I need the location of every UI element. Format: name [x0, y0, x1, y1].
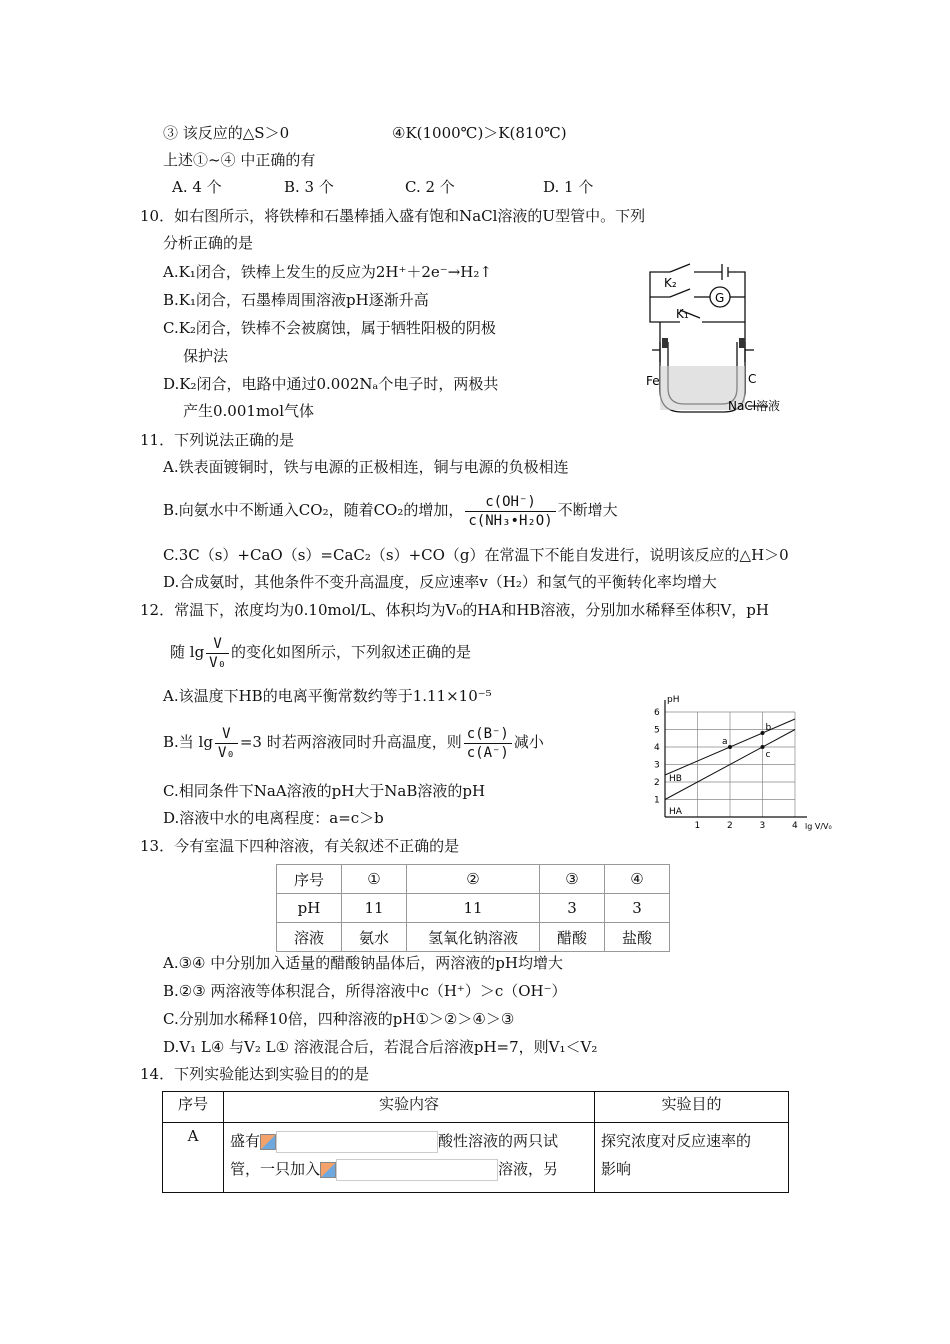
- q14-stem: 14．下列实验能达到实验目的的是: [140, 1065, 370, 1083]
- q12-stem-fraction: [206, 635, 229, 672]
- x-tick-label: 1: [694, 821, 701, 831]
- table-cell: 盐酸: [605, 923, 670, 952]
- table-header: 实验目的: [595, 1092, 789, 1123]
- point-label: b: [765, 723, 772, 733]
- table-row: [163, 1123, 789, 1193]
- q12-option-b-fraction1: [215, 725, 238, 762]
- q9-option-d: D. 1 个: [543, 178, 594, 196]
- y-tick-label: 1: [654, 795, 660, 806]
- q10-option-b: B.K₁闭合，石墨棒周围溶液pH逐渐升高: [163, 291, 429, 309]
- formula-placeholder: [336, 1159, 498, 1181]
- q10-stem-line2: 分析正确的是: [163, 234, 254, 252]
- q11-option-c: C.3C（s）+CaO（s）=CaC₂（s）+CO（g）在常温下不能自发进行，说明该反应的△H＞0: [163, 546, 789, 564]
- table-cell: 11: [407, 894, 540, 923]
- q12-b-frac2-den: c(A⁻): [466, 744, 509, 761]
- q11-option-b-prefix: B.向氨水中不断通入CO₂，随着CO₂的增加，: [163, 501, 464, 519]
- q13-option-d: D.V₁ L④ 与V₂ L① 溶液混合后，若混合后溶液pH=7，则V₁＜V₂: [163, 1038, 598, 1056]
- q12-stem-suffix: 的变化如图所示，下列叙述正确的是: [231, 643, 472, 661]
- q13-table: [276, 864, 670, 952]
- q9-item-4: ④K(1000℃)＞K(810℃): [392, 124, 567, 142]
- table-row: [163, 1092, 789, 1123]
- q12-option-c: C.相同条件下NaA溶液的pH大于NaB溶液的pH: [163, 782, 486, 800]
- u-tube-circuit-figure: [640, 262, 800, 432]
- q11-option-b-suffix: 不断增大: [557, 501, 618, 519]
- table-cell: ④: [605, 865, 670, 894]
- q12-option-b-suffix: 减小: [513, 733, 544, 751]
- q12-b-frac1-den: V₀: [217, 744, 235, 761]
- q11-fraction-numerator: c(OH⁻): [465, 493, 555, 512]
- content-text: 酸性溶液的两只试: [438, 1132, 559, 1150]
- content-text: 管，一只加入: [230, 1160, 321, 1178]
- table-cell: 氨水: [342, 923, 407, 952]
- table-row: [277, 865, 670, 894]
- q13-option-c: C.分别加水稀释10倍，四种溶液的pH①＞②＞④＞③: [163, 1010, 515, 1028]
- q10-stem-line1: 10．如右图所示，将铁棒和石墨棒插入盛有饱和NaCl溶液的U型管中。下列: [140, 207, 646, 225]
- content-line-2: [230, 1155, 588, 1183]
- table-cell: ②: [407, 865, 540, 894]
- q10-option-c-line2: 保护法: [183, 347, 229, 365]
- q10-option-d-line2: 产生0.001mol气体: [183, 402, 314, 420]
- broken-image-icon: [320, 1162, 336, 1178]
- table-cell: 序号: [277, 865, 342, 894]
- nacl-label: NaCl溶液: [728, 399, 781, 413]
- formula-placeholder: [276, 1131, 438, 1153]
- q9-item-3: ③ 该反应的△S＞0: [163, 124, 290, 142]
- table-row: [277, 894, 670, 923]
- y-tick-label: 6: [654, 708, 660, 718]
- q14-table: [162, 1091, 789, 1193]
- q12-option-b-mid: =3 时若两溶液同时升高温度，则: [239, 733, 462, 751]
- y-axis-label: pH: [667, 695, 680, 705]
- table-cell: ③: [540, 865, 605, 894]
- c-label: C: [748, 372, 757, 386]
- ph-dilution-chart: [645, 685, 832, 835]
- table-cell-content: [224, 1123, 595, 1193]
- q10-option-a: A.K₁闭合，铁棒上发生的反应为2H⁺＋2e⁻→H₂↑: [163, 263, 492, 281]
- x-tick-label: 3: [759, 821, 766, 831]
- purpose-line-2: 影响: [601, 1160, 632, 1178]
- q9-option-c: C. 2 个: [405, 178, 455, 196]
- q11-fraction: [465, 493, 555, 530]
- data-point-b: [761, 731, 765, 735]
- x-tick-label: 2: [727, 821, 733, 831]
- table-row: [277, 923, 670, 952]
- data-point-c: [761, 745, 765, 749]
- table-cell: 氢氧化钠溶液: [407, 923, 540, 952]
- content-line-1: [230, 1127, 588, 1155]
- content-text: 溶液，另: [498, 1160, 559, 1178]
- table-cell: 3: [605, 894, 670, 923]
- q13-option-a: A.③④ 中分别加入适量的醋酸钠晶体后，两溶液的pH均增大: [163, 954, 563, 972]
- q11-stem: 11．下列说法正确的是: [140, 431, 295, 449]
- q9-stem: 上述①~④ 中正确的有: [163, 151, 316, 169]
- q11-fraction-denominator: c(NH₃•H₂O): [468, 512, 553, 529]
- q12-option-a: A.该温度下HB的电离平衡常数约等于1.11×10⁻⁵: [163, 687, 492, 705]
- y-tick-label: 5: [654, 725, 660, 736]
- q10-option-c-line1: C.K₂闭合，铁棒不会被腐蚀，属于牺牲阳极的阴极: [163, 319, 496, 337]
- q12-stem-fraction-numerator: V: [206, 635, 229, 654]
- y-tick-label: 2: [654, 778, 660, 788]
- broken-image-icon: [260, 1134, 276, 1150]
- content-text: 盛有: [230, 1132, 261, 1150]
- table-cell: 11: [342, 894, 407, 923]
- table-cell: A: [163, 1123, 224, 1193]
- series-label: HB: [669, 774, 682, 784]
- q11-option-d: D.合成氨时，其他条件不变升高温度，反应速率v（H₂）和氢气的平衡转化率均增大: [163, 573, 717, 591]
- q12-option-d: D.溶液中水的电离程度：a=c＞b: [163, 809, 384, 827]
- q12-option-b: [163, 720, 544, 764]
- q13-option-b: B.②③ 两溶液等体积混合，所得溶液中c（H⁺）＞c（OH⁻）: [163, 982, 567, 1000]
- q13-stem: 13．今有室温下四种溶液，有关叙述不正确的是: [140, 837, 460, 855]
- x-axis-label: lg V/V₀: [805, 822, 832, 831]
- y-tick-label: 4: [654, 743, 660, 753]
- q11-option-b: [163, 490, 618, 530]
- galvanometer-label: G: [715, 291, 725, 305]
- q9-option-a: A. 4 个: [172, 178, 222, 196]
- point-label: a: [722, 737, 728, 747]
- q12-option-b-prefix: B.当 lg: [163, 733, 213, 751]
- table-cell: 溶液: [277, 923, 342, 952]
- y-tick-label: 3: [654, 760, 660, 771]
- data-point-a: [728, 745, 732, 749]
- fe-label: Fe: [646, 374, 660, 388]
- table-cell-purpose: [595, 1123, 789, 1193]
- table-header: 实验内容: [224, 1092, 595, 1123]
- q12-b-frac2-num: c(B⁻): [464, 725, 512, 744]
- q10-option-d-line1: D.K₂闭合，电路中通过0.002Nₐ个电子时，两极共: [163, 375, 499, 393]
- q12-stem-line2: [170, 630, 471, 674]
- table-cell: 醋酸: [540, 923, 605, 952]
- table-cell: 3: [540, 894, 605, 923]
- table-cell: ①: [342, 865, 407, 894]
- point-label: c: [765, 750, 771, 760]
- q9-option-b: B. 3 个: [284, 178, 334, 196]
- x-tick-label: 4: [792, 821, 798, 831]
- table-header: 序号: [163, 1092, 224, 1123]
- q12-stem-prefix: 随 lg: [170, 643, 205, 661]
- series-label: HA: [669, 807, 682, 817]
- q12-stem-fraction-denominator: V₀: [209, 654, 227, 671]
- purpose-line-1: 探究浓度对反应速率的: [601, 1132, 752, 1150]
- q12-option-b-fraction2: [464, 725, 512, 762]
- q11-option-a: A.铁表面镀铜时，铁与电源的正极相连，铜与电源的负极相连: [163, 458, 569, 476]
- k2-label: K₂: [664, 276, 677, 290]
- q12-stem-line1: 12．常温下，浓度均为0.10mol/L、体积均为V₀的HA和HB溶液，分别加水稀释至体积V，pH: [140, 601, 769, 619]
- k1-label: K₁: [676, 307, 689, 321]
- q12-b-frac1-num: V: [215, 725, 238, 744]
- table-cell: pH: [277, 894, 342, 923]
